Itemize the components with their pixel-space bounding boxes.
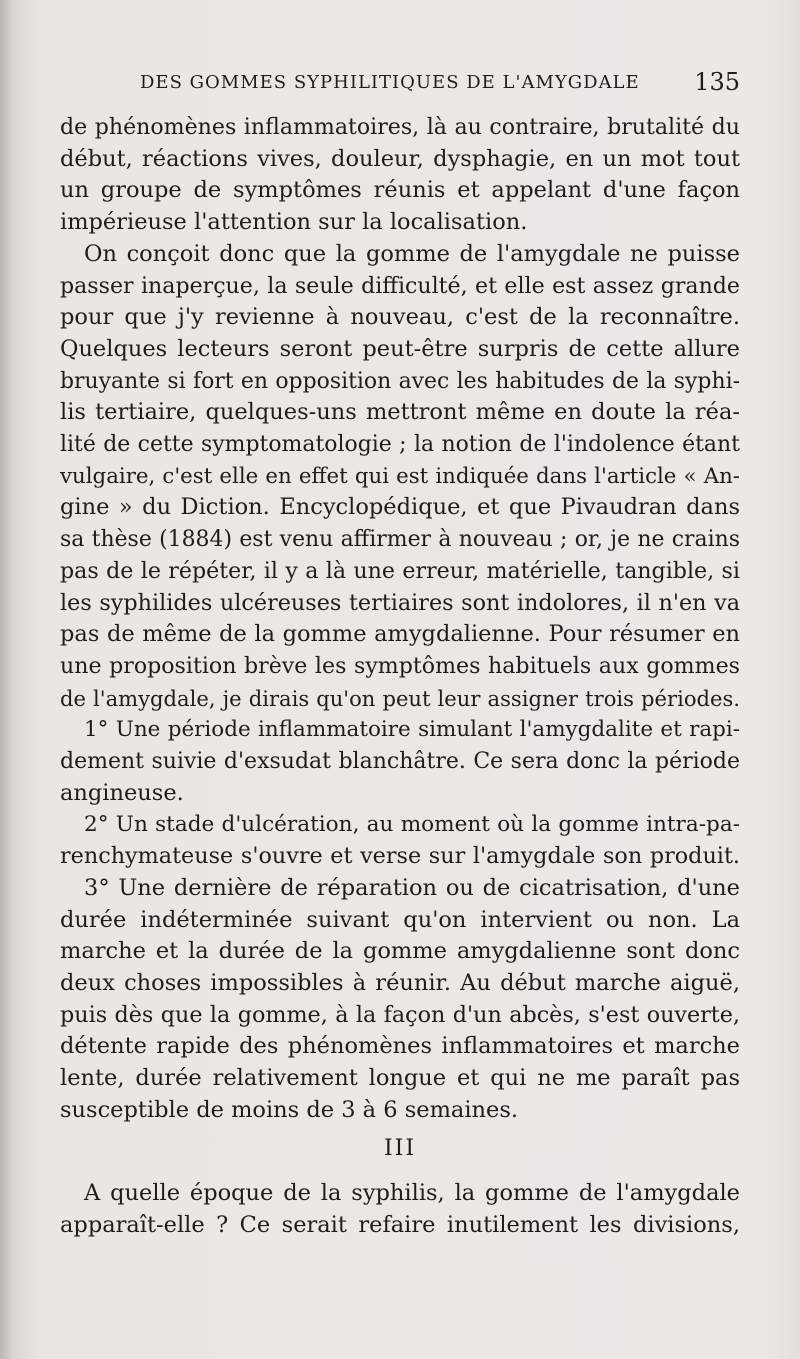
- text-line: vulgaire, c'est elle en effet qui est indiquée dans l'article « An-: [60, 463, 740, 489]
- text-line: les syphilides ulcéreuses tertiaires sont indolores, il n'en va: [60, 589, 740, 616]
- text-line: détente rapide des phénomènes inflammatoires et marche: [60, 1033, 740, 1060]
- text-line: susceptible de moins de 3 à 6 semaines.: [60, 1096, 519, 1123]
- text-line: sa thèse (1884) est venu affirmer à nouveau ; or, je ne crains: [60, 527, 740, 553]
- text-line: Quelques lecteurs seront peut-être surpris de cette allure: [60, 335, 740, 362]
- text-line: pas de le répéter, il y a là une erreur, matérielle, tangible, si: [60, 557, 740, 584]
- text-line: angineuse.: [60, 779, 184, 806]
- text-line: de l'amygdale, je dirais qu'on peut leur assigner trois périodes.: [60, 685, 740, 711]
- text-line: deux choses impossibles à réunir. Au début marche aiguë,: [60, 969, 740, 996]
- text-line: pas de même de la gomme amygdalienne. Pour résumer en: [60, 621, 740, 648]
- text-line: lente, durée relativement longue et qui ne me paraît pas: [60, 1065, 740, 1092]
- body-text: [60, 112, 740, 1127]
- text-line: lité de cette symptomatologie ; la notion de l'indolence étant: [60, 432, 740, 458]
- text-line: impérieuse l'attention sur la localisation.: [60, 209, 528, 236]
- text-line: lis tertiaire, quelques-uns mettront même en doute la réa-: [60, 399, 740, 426]
- text-line: de phénomènes inflammatoires, là au contraire, brutalité du: [60, 115, 740, 140]
- text-line: début, réactions vives, douleur, dysphagie, en un mot tout: [60, 145, 740, 172]
- running-head: DES GOMMES SYPHILITIQUES DE L'AMYGDALE: [140, 72, 640, 93]
- text-line: bruyante si fort en opposition avec les habitudes de la syphi-: [60, 368, 740, 394]
- text-line: un groupe de symptômes réunis et appelant d'une façon: [60, 177, 740, 204]
- text-line: A quelle époque de la syphilis, la gomme de l'amygdale: [84, 1180, 740, 1206]
- text-line: 1° Une période inflammatoire simulant l'amygdalite et rapi-: [84, 717, 740, 743]
- text-line: une proposition brève les symptômes habituels aux gommes: [60, 652, 740, 679]
- section-text: [60, 1178, 740, 1241]
- text-line: dement suivie d'exsudat blanchâtre. Ce sera donc la période: [60, 749, 740, 775]
- text-line: gine » du Diction. Encyclopédique, et que Pivaudran dans: [60, 494, 740, 521]
- text-line: pour que j'y revienne à nouveau, c'est de la reconnaître.: [60, 304, 740, 331]
- text-line: On conçoit donc que la gomme de l'amygdale ne puisse: [84, 240, 740, 267]
- text-line: marche et la durée de la gomme amygdalienne sont donc: [60, 938, 740, 965]
- section-heading: III: [383, 1136, 417, 1161]
- page-header: [60, 62, 740, 102]
- text-line: durée indéterminée suivant qu'on intervient ou non. La: [60, 906, 740, 933]
- text-line: 2° Un stade d'ulcération, au moment où la gomme intra-pa-: [84, 812, 740, 838]
- text-line: apparaît-elle ? Ce serait refaire inutilement les divisions,: [60, 1211, 740, 1238]
- page-number: 135: [694, 68, 740, 96]
- text-line: renchymateuse s'ouvre et verse sur l'amygdale son produit.: [60, 843, 740, 870]
- text-line: puis dès que la gomme, à la façon d'un abcès, s'est ouverte,: [60, 1001, 740, 1028]
- text-line: passer inaperçue, la seule difficulté, et elle est assez grande: [60, 273, 740, 299]
- text-line: 3° Une dernière de réparation ou de cicatrisation, d'une: [84, 874, 740, 901]
